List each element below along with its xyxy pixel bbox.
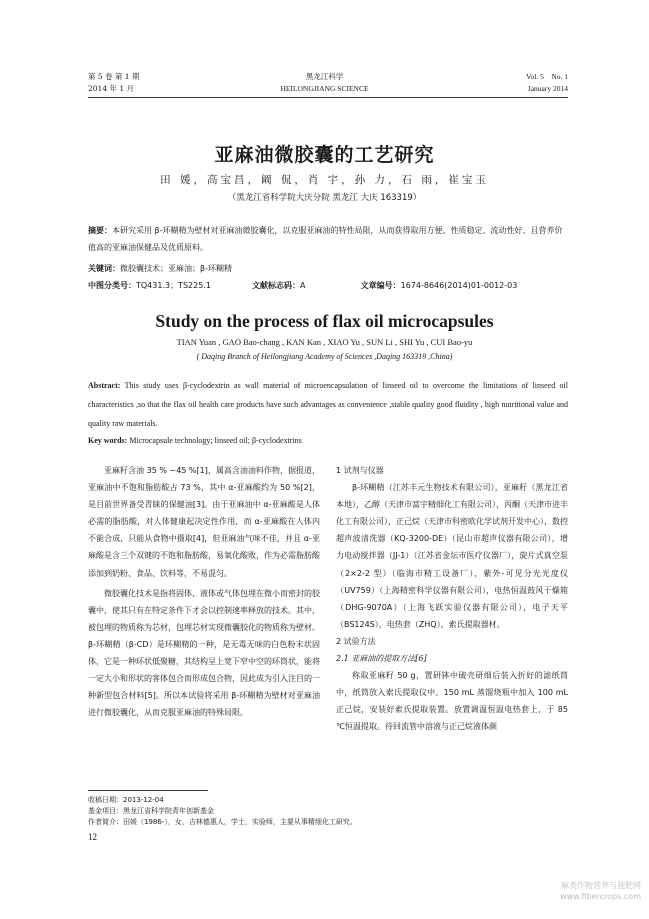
watermark-line-2: www.fibercrops.com <box>560 892 641 901</box>
abstract-cn-label: 摘要： <box>88 226 112 235</box>
intro-paragraph-2: 微胶囊化技术是指将固体、液体或气体包埋在微小而密封的胶囊中，使其只有在特定条件下才会以控制速率释放的技术。其中，被包埋的物质称为芯材，包埋芯材实现微囊胶化的物质称为壁材。β-环糊精（β-CD）是环糊精的一种，是无毒无味的白色粉末状固体，它是一种环状低聚糖，其结构呈上宽下窄中空的环筒状，能将一定大小和形状的客体包合而形成包合物，因此成为引入注目的一种新型包合材料[5]。所以本试验将采用 β-环糊精为壁材对亚麻油进行微胶囊化，从而克服亚麻油的特殊局限。 <box>88 588 320 718</box>
doc-code-value: A <box>300 281 306 290</box>
subsection-heading-2-1: 2.1 亚麻油的提取方法[6] <box>336 654 427 664</box>
abstract-en-label: Abstract: <box>88 381 121 390</box>
footnote <box>88 795 568 828</box>
abstract-en <box>88 376 568 433</box>
body-left-column <box>88 462 320 721</box>
materials-paragraph: β-环糊精（江苏丰元生物技术有限公司），亚麻籽（黑龙江省本地），乙醇（天津市富宇精细化工有限公司），丙酮（天津市进丰化工有限公司），正己烷（天津市科密欧化学试剂开发中心），数控超声波清洗器（KQ-3200-DE）（昆山市超声仪器有限公司），增力电动搅拌器（JJ-1）（江苏省金坛市医疗仪器厂），旋片式真空泵（2×2-2 型）（临海市精工设备厂），紫外-可见分光光度仪（UV759）（上海精密科学仪器有限公司），电热恒温鼓风干燥箱（DHG-9070A）（上海飞跃实验仪器有限公司），电子天平（BS124S），电热套（ZHQ），索氏提取器材。 <box>336 483 568 629</box>
header-volume-en: Vol. 5 No. 1 <box>526 72 568 81</box>
abstract-cn-text: 本研究采用 β-环糊精为壁材对亚麻油微胶囊化，以克服亚麻油的特性局限，从而获得取用方便、性质稳定、流动性好、且营养价值高的亚麻油保健品及优质原料。 <box>88 226 563 252</box>
keywords-cn-label: 关键词： <box>88 264 120 273</box>
affiliation-en: ( Daqing Branch of Heilongjiang Academy of Sciences ,Daqing 163319 ,China) <box>196 352 453 361</box>
watermark <box>560 880 641 902</box>
intro-paragraph-1: 亚麻籽含油 35 % ~45 %[1]，属高含油油料作物，据报道，亚麻油中不饱和脂肪酸占 73 %，其中 α-亚麻酸约为 50 %[2]，是目前世界备受青睐的保健油[3]。由于亚麻油中 α-亚麻酸是人体必需的脂肪酸，对人体健康起决定性作用，而 α-亚麻酸在人体内不能合成，只能从食物中摄取[4]，但亚麻油气味不佳，并且 α-亚麻酸是含三个双键的不饱和脂肪酸，易氧化酸败，作为必需脂肪酸添加到奶粉、食品、饮料等，不易混匀。 <box>88 466 320 578</box>
watermark-line-1: 麻类作物营养与施肥网 <box>561 881 641 890</box>
paper-title-en: Study on the process of flax oil microcapsules <box>155 311 494 331</box>
header-journal-cn: 黑龙江科学 <box>305 72 344 81</box>
keywords-en <box>88 436 302 445</box>
footnote-fund: 基金项目：黑龙江省科学院青年创新基金 <box>88 807 214 815</box>
header-volume-cn: 第 5 卷 第 1 期 <box>88 72 140 81</box>
footnote-author: 作者简介：田媛（1986-），女，吉林德惠人，学士，实验师，主要从事精细化工研究。 <box>88 818 357 826</box>
body-right-column <box>336 462 568 736</box>
keywords-cn-text: 微胶囊技术；亚麻油；β-环糊精 <box>120 264 232 273</box>
footnote-rule <box>88 790 208 791</box>
header-journal-en: HEILONGJIANG SCIENCE <box>280 84 369 93</box>
header-rule <box>88 97 568 98</box>
doc-code-label: 文献标志码： <box>252 281 301 290</box>
authors-cn: 田 媛，高宝昌，阚 侃，肖 宇，孙 力，石 雨，崔宝玉 <box>160 174 489 186</box>
footnote-received: 收稿日期：2013-12-04 <box>88 796 164 804</box>
header-date-en: January 2014 <box>527 84 568 93</box>
article-no-value: 1674-8646(2014)01-0012-03 <box>400 281 518 290</box>
header-date-cn: 2014 年 1 月 <box>88 84 135 93</box>
method-paragraph: 称取亚麻籽 50 g，置研钵中破壳研细后装入折好的滤纸筒中，纸筒放入索氏提取仪中。150 mL 蒸馏烧瓶中加入 100 mL 正己烷，安装好索氏提取装置。放置调温恒温电热套上，于 85 ℃恒温提取。待回流管中溶液与正己烷液体颜 <box>336 671 568 732</box>
clc-label: 中图分类号： <box>88 281 136 290</box>
section-heading-2: 2 试验方法 <box>336 636 376 646</box>
keywords-en-label: Key words: <box>88 436 128 445</box>
paper-title-cn: 亚麻油微胶囊的工艺研究 <box>214 144 435 166</box>
authors-en: TIAN Yuan , GAO Bao-chang , KAN Kan , XIAO Yu , SUN Li , SHI Yu , CUI Bao-yu <box>176 337 473 347</box>
classification-line <box>88 280 568 291</box>
section-heading-1: 1 试剂与仪器 <box>336 466 384 475</box>
abstract-cn <box>88 222 568 256</box>
clc-value: TQ431.3；TS225.1 <box>136 281 211 290</box>
keywords-cn <box>88 263 568 274</box>
affiliation-cn: （黑龙江省科学院大庆分院 黑龙江 大庆 163319） <box>227 193 422 203</box>
page-number: 12 <box>88 832 97 842</box>
keywords-en-text: Microcapsule technology; linseed oil; β-cyclodextrins <box>127 436 302 445</box>
abstract-en-text: This study uses β-cyclodextrin as wall material of microencapsulation of linseed oil to overcome the limitations of linseed oil characteristics ,so that the flax oil health care products have such advantages as convenience ,stable quality good fluidity , high nutritional value and quality raw materials. <box>88 381 568 428</box>
article-no-label: 文章编号： <box>360 281 401 290</box>
